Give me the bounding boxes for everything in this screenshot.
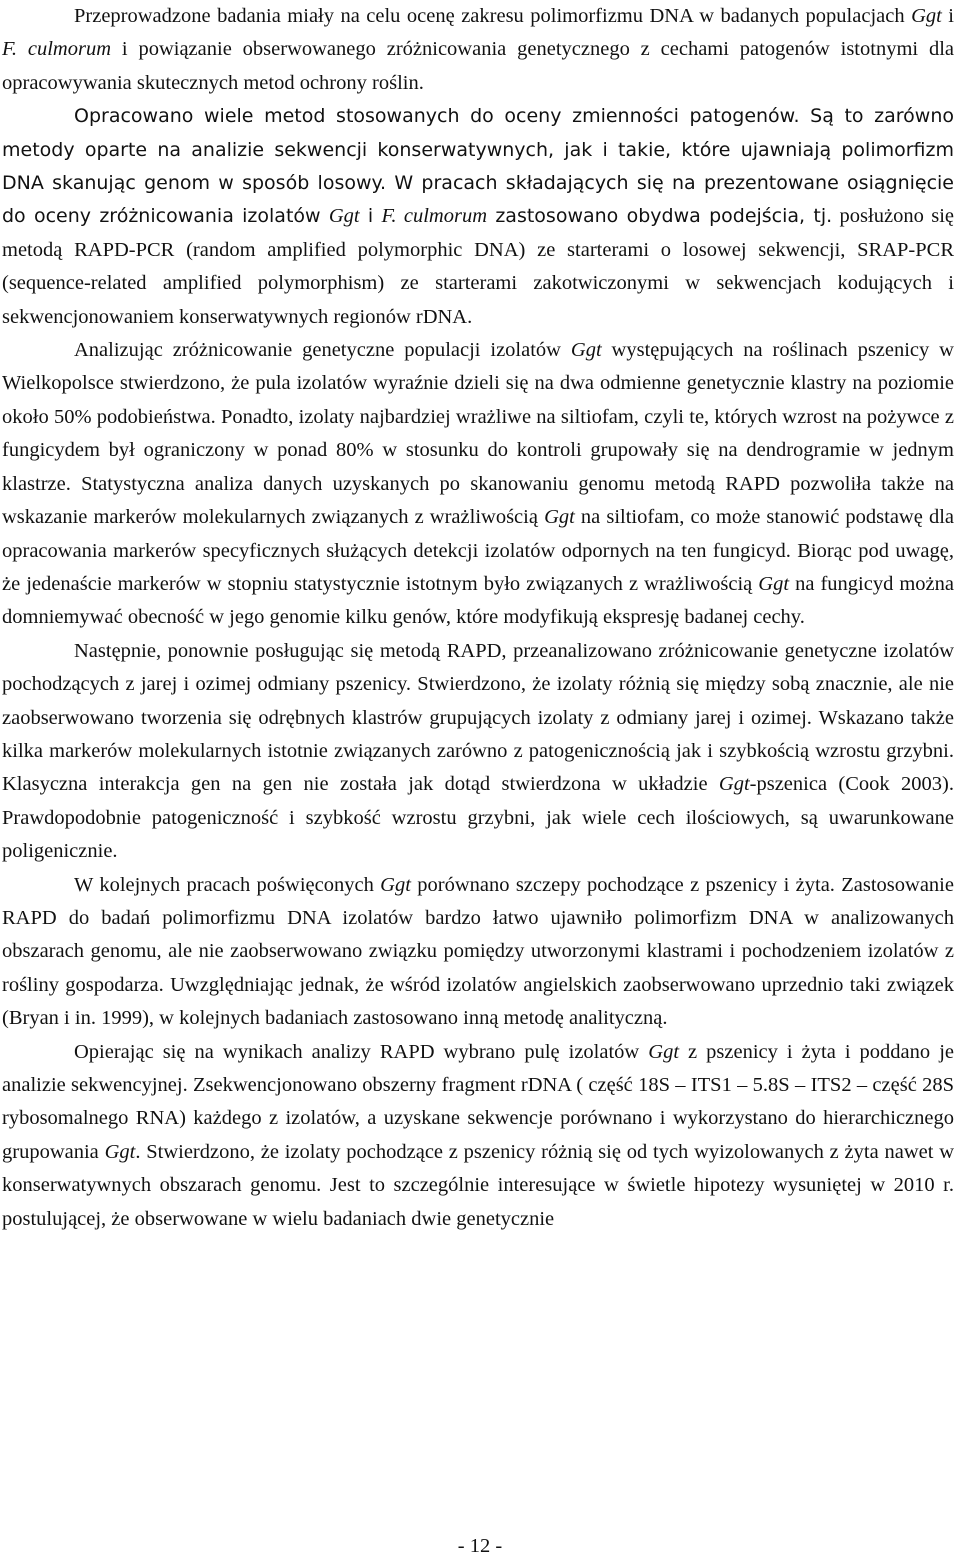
body-text	[2, 0, 954, 1236]
text-run: Analizując zróżnicowanie genetyczne populacji izolatów	[74, 339, 571, 362]
text-run: z pszenicy i żyta i poddano je analizie sekwencyjnej. Zsekwencjonowano obszerny fragment rDNA ( część 18S – ITS1 – 5.8S – ITS2 – część 28S rybosomalnego RNA) każdego z izolatów, a uzyskane sekwencje porównano i wykorzystano do hierarchicznego grupowania	[2, 1040, 954, 1163]
paragraph-5	[2, 869, 954, 1036]
italic-term: Ggt	[380, 873, 411, 896]
italic-term: Ggt	[328, 205, 360, 228]
italic-term: Ggt	[104, 1140, 136, 1163]
paragraph-4	[2, 635, 954, 869]
text-run: . Stwierdzono, że izolaty pochodzące z pszenicy różnią się od tych wyizolowanych z żyta nawet w konserwatywnych obszarach genomu. Jest to szczególnie interesujące w świetle hipotezy wysuniętej w 2010 r. postulującej, że obserwowane w wielu badaniach dwie genetycznie	[2, 1140, 954, 1230]
italic-term: F. culmorum	[2, 38, 112, 61]
italic-term: Ggt	[544, 506, 575, 529]
text-run: na siltiofam, co może stanowić podstawę dla opracowania markerów specyficznych służących detekcji izolatów odpornych na ten fungicyd. Biorąc pod uwagę, że jedenaście markerów w stopniu statystycznie istotnym było związanych z wrażliwością	[2, 506, 954, 595]
text-run: Następnie, ponownie posługując się metodą RAPD, przeanalizowano zróżnicowanie genetyczne izolatów pochodzących z jarej i ozimej odmiany pszenicy. Stwierdzono, że izolaty różnią się między sobą znacznie, ale nie zaobserwowano tworzenia się odrębnych klastrów grupujących izolaty z odmiany jarej i ozimej. Wskazano także kilka markerów molekularnych istotnie związanych zarówno z patogenicznością jak i szybkością wzrostu grzybni. Klasyczna interakcja gen na gen nie została jak dotąd stwierdzona w układzie	[2, 639, 954, 796]
text-run: W kolejnych pracach poświęconych	[74, 873, 381, 896]
paragraph-2	[2, 100, 954, 334]
page-number: - 12 -	[457, 1535, 503, 1557]
italic-term: Ggt	[718, 773, 750, 796]
text-run: zastosowano obydwa podejścia, tj.	[487, 205, 833, 228]
italic-term: Ggt	[648, 1040, 680, 1063]
text-run: Przeprowadzone badania miały na celu ocenę zakresu polimorfizmu DNA w badanych populacjach	[74, 5, 912, 27]
text-run: i	[359, 205, 382, 228]
text-run: występujących na roślinach pszenicy w Wielkopolsce stwierdzono, że pula izolatów wyraźnie dzieli się na dwa odmienne genetycznie klastry na poziomie około 50% podobieństwa. Ponadto, izolaty najbardziej wrażliwe na siltiofam, czyli te, których wzrost na pożywce z fungicydem był ograniczony w ponad 80% w stosunku do kontroli grupowały się na dendrogramie w jednym klastrze. Statystyczna analiza danych uzyskanych po skanowaniu genomu metodą RAPD pozwoliła także na wskazanie markerów molekularnych związanych z wrażliwością	[2, 339, 954, 529]
text-run: i	[941, 5, 954, 27]
italic-term: F. culmorum	[381, 205, 488, 228]
text-run: posłużono się metodą RAPD-PCR (random amplified polymorphic DNA) ze starterami o losowej sekwencji, SRAP-PCR (sequence-related amplified polymorphism) ze starterami zakotwiczonymi w sekwencjach kodujących i sekwencjonowaniem konserwatywnych regionów rDNA.	[2, 205, 954, 328]
italic-term: Ggt	[570, 339, 602, 362]
paragraph-1	[2, 0, 954, 100]
text-run: i powiązanie obserwowanego zróżnicowania genetycznego z cechami patogenów istotnymi dla opracowywania skutecznych metod ochrony roślin.	[2, 38, 954, 94]
text-run: Opierając się na wynikach analizy RAPD wybrano pulę izolatów	[74, 1040, 649, 1063]
paragraph-6	[2, 1036, 954, 1236]
text-run: porównano szczepy pochodzące z pszenicy i żyta. Zastosowanie RAPD do badań polimorfizmu DNA izolatów bardzo łatwo ujawniło polimorfizm DNA w analizowanych obszarach genomu, ale nie zaobserwowano związku pomiędzy utworzonymi klastrami i pochodzeniem izolatów z rośliny gospodarza. Uwzględniając jednak, że wśród izolatów angielskich zaobserwowano uprzednio taki związek (Bryan i in. 1999), w kolejnych badaniach zastosowano inną metodę analityczną.	[2, 873, 954, 1030]
italic-term: Ggt	[758, 572, 790, 595]
text-run: -pszenica (Cook 2003). Prawdopodobnie patogeniczność i szybkość wzrostu grzybni, jak wiele cech ilościowych, są uwarunkowane poligenicznie.	[2, 773, 954, 863]
text-run: na fungicyd można domniemywać obecność w jego genomie kilku genów, które modyfikują ekspresję badanej cechy.	[2, 572, 954, 629]
paragraph-3	[2, 334, 954, 635]
italic-term: Ggt	[911, 5, 942, 27]
text-run: Opracowano wiele metod stosowanych do oceny zmienności patogenów. Są to zarówno metody oparte na analizie sekwencji konserwatywnych, jak i takie, które ujawniają polimorfizm DNA skanując genom w sposób losowy. W pracach składających się na prezentowane osiągnięcie do oceny zróżnicowania izolatów	[2, 105, 954, 228]
